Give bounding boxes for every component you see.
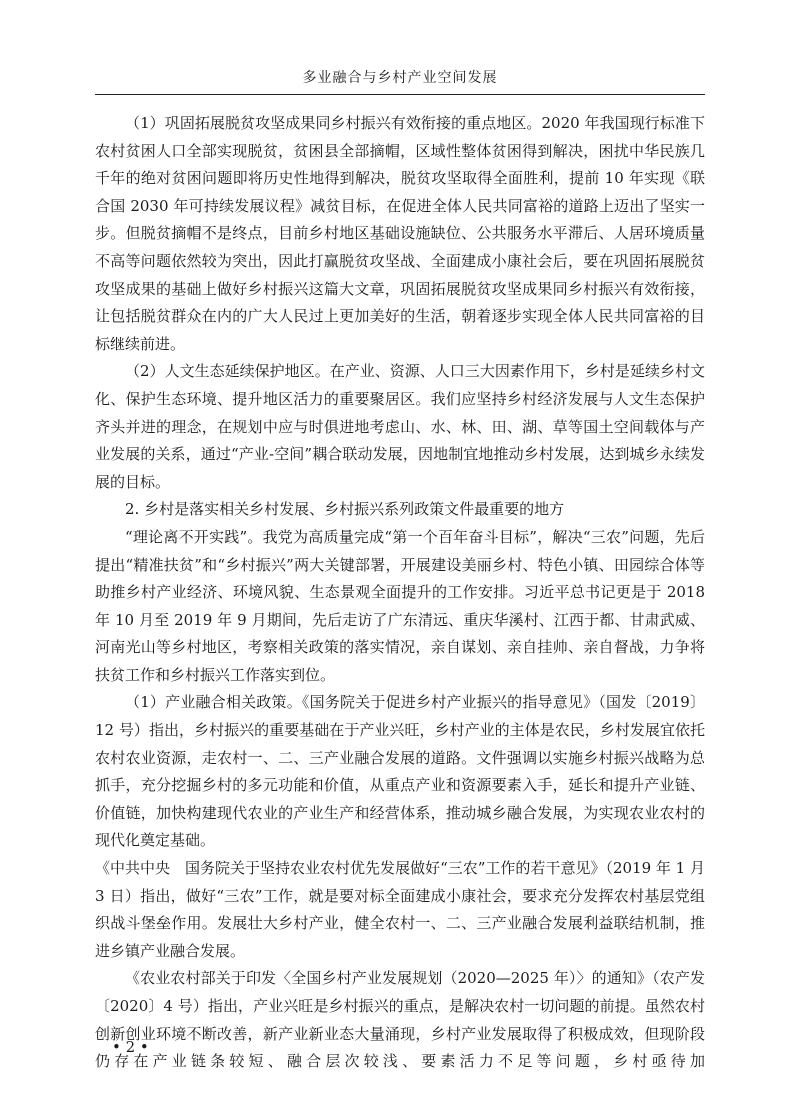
paragraph-6: 《农业农村部关于印发〈全国乡村产业发展规划（2020—2025 年）〉的通知》（农产发〔2020〕4 号）指出，产业兴旺是乡村振兴的重点，是解决农村一切问题的前提。虽然农村创新创业环境不断改善，新产业新业态大量涌现，乡村产业发展取得了积极成效，但现阶段仍存在产业链条较短、融合层次较浅、要素活力不足等问题，乡村亟待加: [95, 969, 705, 1071]
paragraph-3: “理论离不开实践”。我党为高质量完成“第一个百年奋斗目标”，解决“三农”问题，先后提出“精准扶贫”和“乡村振兴”两大关键部署，开展建设美丽乡村、特色小镇、田园综合体等助推乡村产业经济、环境风貌、生态景观全面提升的工作安排。习近平总书记更是于 2018 年 10 月至 2019 年 9 月期间，先后走访了广东清远、重庆华溪村、江西于都、甘肃武威、河南光山等乡村地区，考察相关政策的落实情况，亲自谋划、亲自挂帅、亲自督战，力争将扶贫工作和乡村振兴工作落实到位。: [95, 527, 705, 684]
body-text: [95, 110, 705, 1076]
page-number: • 2 •: [112, 1038, 149, 1056]
running-header: 多业融合与乡村产业空间发展: [95, 62, 705, 95]
paragraph-5: 《中共中央 国务院关于坚持农业农村优先发展做好“三农”工作的若干意见》（2019 年 1 月 3 日）指出，做好“三农”工作，就是要对标全面建成小康社会，要求充分发挥农村基层党组织战斗堡垒作用。发展壮大乡村产业，健全农村一、二、三产业融合发展利益联结机制，推进乡镇产业融合发展。: [95, 859, 705, 960]
section-heading: 2. 乡村是落实相关乡村发展、乡村振兴系列政策文件最重要的地方: [125, 500, 565, 519]
paragraph-1: （1）巩固拓展脱贫攻坚成果同乡村振兴有效衔接的重点地区。2020 年我国现行标准下农村贫困人口全部实现脱贫，贫困县全部摘帽，区域性整体贫困得到解决，困扰中华民族几千年的绝对贫困问题即将历史性地得到解决，脱贫攻坚取得全面胜利，提前 10 年实现《联合国 2030 年可持续发展议程》减贫目标，在促进全体人民共同富裕的道路上迈出了坚实一步。但脱贫摘帽不是终点，目前乡村地区基础设施缺位、公共服务水平滞后、人居环境质量不高等问题依然较为突出，因此打赢脱贫攻坚战、全面建成小康社会后，要在巩固拓展脱贫攻坚成果的基础上做好乡村振兴这篇大文章，巩固拓展脱贫攻坚成果同乡村振兴有效衔接，让包括脱贫群众在内的广大人民过上更加美好的生活，朝着逐步实现全体人民共同富裕的目标继续前进。: [95, 114, 705, 353]
paragraph-2: （2）人文生态延续保护地区。在产业、资源、人口三大因素作用下，乡村是延续乡村文化、保护生态环境、提升地区活力的重要聚居区。我们应坚持乡村经济发展与人文生态保护齐头并进的理念，在规划中应与时俱进地考虑山、水、林、田、湖、草等国土空间载体与产业发展的关系，通过“产业-空间”耦合联动发展，因地制宜地推动乡村发展，达到城乡永续发展的目标。: [95, 362, 705, 491]
paragraph-4: （1）产业融合相关政策。《国务院关于促进乡村产业振兴的指导意见》（国发〔2019〕12 号）指出，乡村振兴的重要基础在于产业兴旺，乡村产业的主体是农民，乡村发展宜依托农村农业资源，走农村一、二、三产业融合发展的道路。文件强调以实施乡村振兴战略为总抓手，充分挖掘乡村的多元功能和价值，从重点产业和资源要素入手，延长和提升产业链、价值链，加快构建现代农业的产业生产和经营体系，推动城乡融合发展，为实现农业农村的现代化奠定基础。: [95, 693, 705, 850]
